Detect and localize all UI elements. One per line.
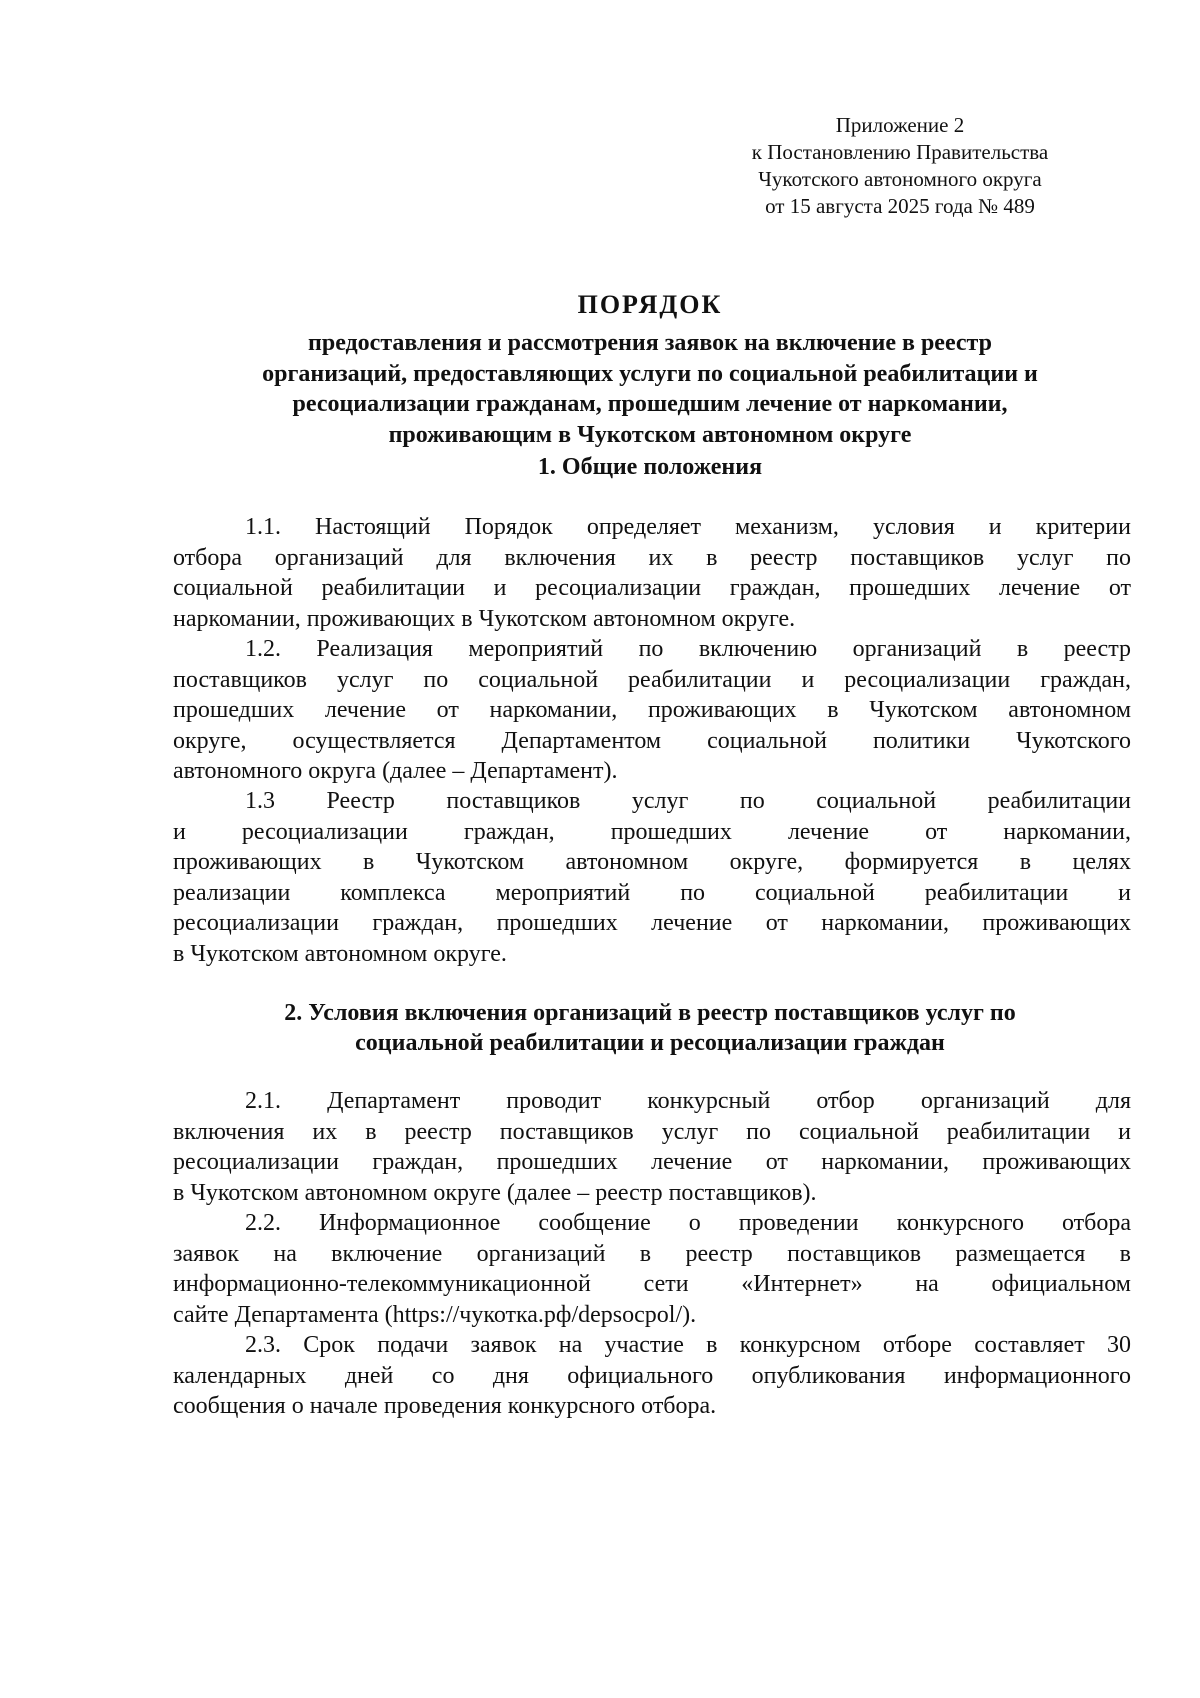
paragraph-line: поставщиков услуг по социальной реабилитации и ресоциализации граждан,: [173, 666, 1131, 693]
appendix-line: от 15 августа 2025 года № 489: [765, 194, 1035, 218]
paragraph-line: прошедших лечение от наркомании, проживающих в Чукотском автономном: [173, 697, 1131, 723]
paragraph-line: 2.1. Департамент проводит конкурсный отбор организаций для: [245, 1088, 1131, 1114]
paragraph-line: и ресоциализации граждан, прошедших лечение от наркомании,: [173, 818, 1131, 845]
paragraph-line: 2.2. Информационное сообщение о проведении конкурсного отбора: [245, 1210, 1131, 1236]
paragraph-line: 1.2. Реализация мероприятий по включению организаций в реестр: [245, 636, 1131, 662]
section-heading-line: 1. Общие положения: [537, 454, 763, 480]
document-subtitle: [170, 328, 1130, 450]
subtitle-line: проживающим в Чукотском автономном округе: [388, 421, 912, 448]
section-heading-line: социальной реабилитации и ресоциализации граждан: [355, 1030, 945, 1056]
appendix-line: Чукотского автономного округа: [758, 167, 1042, 191]
paragraph-line: сообщения о начале проведения конкурсного отбора.: [173, 1393, 717, 1419]
paragraph-line: 1.1. Настоящий Порядок определяет механизм, условия и критерии: [245, 514, 1131, 540]
paragraph-line: округе, осуществляется Департаментом социальной политики Чукотского: [173, 727, 1131, 754]
paragraph-line: сайте Департамента (https://чукотка.рф/depsocpol/).: [173, 1301, 697, 1328]
paragraph-1-2: [173, 634, 1131, 787]
subtitle-line: ресоциализации гражданам, прошедшим лечение от наркомании,: [292, 391, 1008, 417]
paragraph-line: информационно-телекоммуникационной сети «Интернет» на официальном: [173, 1271, 1131, 1297]
appendix-line: к Постановлению Правительства: [751, 140, 1049, 164]
paragraph-2-2: [173, 1208, 1131, 1330]
section-heading-line: 2. Условия включения организаций в реестр поставщиков услуг по: [284, 1000, 1016, 1026]
paragraph-line: социальной реабилитации и ресоциализации граждан, прошедших лечение от: [173, 575, 1131, 601]
appendix-line: Приложение 2: [835, 113, 965, 137]
paragraph-line: отбора организаций для включения их в реестр поставщиков услуг по: [173, 544, 1131, 571]
section-2-heading: [170, 998, 1130, 1058]
appendix-reference: [700, 112, 1100, 220]
subtitle-line: предоставления и рассмотрения заявок на включение в реестр: [308, 330, 992, 356]
paragraph-line: в Чукотском автономном округе.: [173, 940, 507, 967]
paragraph-line: наркомании, проживающих в Чукотском автономном округе.: [173, 605, 796, 632]
paragraph-2-1: [173, 1086, 1131, 1208]
document-title: ПОРЯДОК: [577, 290, 723, 319]
paragraph-line: проживающих в Чукотском автономном округе, формируется в целях: [173, 849, 1131, 875]
paragraph-line: ресоциализации граждан, прошедших лечение от наркомании, проживающих: [173, 910, 1131, 936]
paragraph-2-3: [173, 1330, 1131, 1422]
paragraph-line: заявок на включение организаций в реестр поставщиков размещается в: [173, 1240, 1131, 1267]
paragraph-line: ресоциализации граждан, прошедших лечение от наркомании, проживающих: [173, 1149, 1131, 1175]
paragraph-line: 1.3 Реестр поставщиков услуг по социальной реабилитации: [245, 788, 1131, 814]
paragraph-1-3: [173, 786, 1131, 969]
paragraph-line: календарных дней со дня официального опубликования информационного: [173, 1362, 1131, 1389]
section-1-heading: [170, 452, 1130, 482]
paragraph-line: включения их в реестр поставщиков услуг по социальной реабилитации и: [173, 1118, 1131, 1145]
paragraph-1-1: [173, 512, 1131, 634]
subtitle-line: организаций, предоставляющих услуги по социальной реабилитации и: [262, 360, 1038, 387]
paragraph-line: автономного округа (далее – Департамент).: [173, 758, 618, 784]
paragraph-line: реализации комплекса мероприятий по социальной реабилитации и: [173, 879, 1131, 906]
paragraph-line: 2.3. Срок подачи заявок на участие в конкурсном отборе составляет 30: [245, 1332, 1131, 1358]
paragraph-line: в Чукотском автономном округе (далее – реестр поставщиков).: [173, 1179, 817, 1206]
